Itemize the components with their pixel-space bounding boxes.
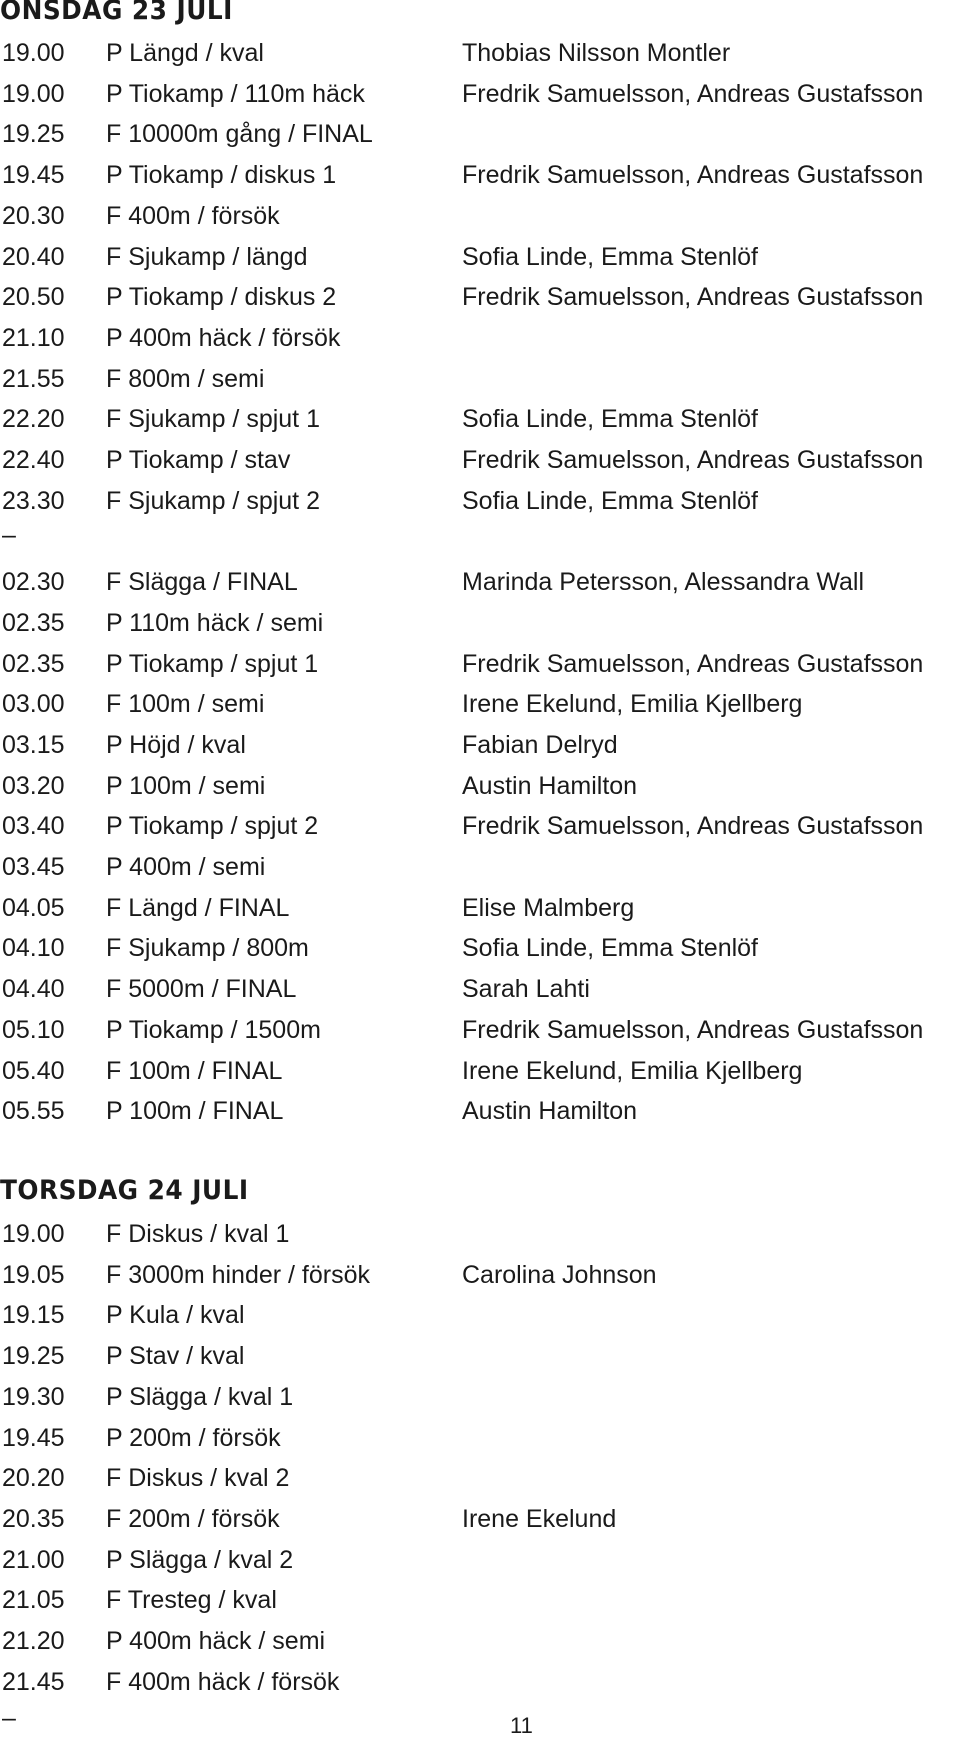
event-time: 19.00 <box>2 1220 65 1248</box>
event-time: 21.00 <box>2 1546 65 1574</box>
event-name: P 400m / semi <box>106 853 266 881</box>
event-name: P 400m häck / försök <box>106 324 341 352</box>
athlete-names: Sofia Linde, Emma Stenlöf <box>462 243 758 271</box>
event-time: 22.20 <box>2 405 65 433</box>
time-separator: – <box>2 521 16 549</box>
event-time: 05.40 <box>2 1057 65 1085</box>
athlete-names: Fredrik Samuelsson, Andreas Gustafsson <box>462 283 924 311</box>
event-time: 19.00 <box>2 39 65 67</box>
event-name: P 200m / försök <box>106 1424 281 1452</box>
event-name: F 400m häck / försök <box>106 1668 340 1696</box>
schedule-row <box>0 1621 960 1661</box>
time-separator: – <box>2 1704 16 1732</box>
athlete-names: Fredrik Samuelsson, Andreas Gustafsson <box>462 80 924 108</box>
schedule-row <box>0 440 960 480</box>
schedule-row <box>0 237 960 277</box>
event-name: F Sjukamp / längd <box>106 243 308 271</box>
event-time: 20.40 <box>2 243 65 271</box>
event-time: 21.10 <box>2 324 65 352</box>
event-time: 19.25 <box>2 1342 65 1370</box>
event-name: P Tiokamp / spjut 1 <box>106 650 319 678</box>
event-time: 03.00 <box>2 690 65 718</box>
event-name: P Tiokamp / 1500m <box>106 1016 321 1044</box>
schedule-row <box>0 196 960 236</box>
athlete-names: Austin Hamilton <box>462 1097 638 1125</box>
event-time: 19.15 <box>2 1301 65 1329</box>
event-time: 02.35 <box>2 609 65 637</box>
event-name: F 10000m gång / FINAL <box>106 120 373 148</box>
schedule-row <box>0 399 960 439</box>
event-name: F Tresteg / kval <box>106 1586 277 1614</box>
athlete-names: Fredrik Samuelsson, Andreas Gustafsson <box>462 1016 924 1044</box>
day-heading: ONSDAG 23 JULI <box>0 0 233 26</box>
event-time: 03.45 <box>2 853 65 881</box>
event-name: P Kula / kval <box>106 1301 245 1329</box>
event-time: 03.15 <box>2 731 65 759</box>
event-time: 21.05 <box>2 1586 65 1614</box>
athlete-names: Sofia Linde, Emma Stenlöf <box>462 487 758 515</box>
event-time: 02.30 <box>2 568 65 596</box>
schedule-row <box>0 562 960 602</box>
event-time: 04.40 <box>2 975 65 1003</box>
schedule-row <box>0 1377 960 1417</box>
schedule-row <box>0 1295 960 1335</box>
athlete-names: Sofia Linde, Emma Stenlöf <box>462 405 758 433</box>
schedule-row <box>0 359 960 399</box>
schedule-row <box>0 155 960 195</box>
schedule-row <box>0 114 960 154</box>
event-time: 19.45 <box>2 161 65 189</box>
schedule-row <box>0 74 960 114</box>
schedule-row <box>0 1091 960 1131</box>
event-time: 23.30 <box>2 487 65 515</box>
athlete-names: Fredrik Samuelsson, Andreas Gustafsson <box>462 161 924 189</box>
schedule-row <box>0 318 960 358</box>
schedule-row <box>0 725 960 765</box>
event-time: 22.40 <box>2 446 65 474</box>
athlete-names: Irene Ekelund <box>462 1505 617 1533</box>
schedule-row <box>0 277 960 317</box>
schedule-row <box>0 1051 960 1091</box>
schedule-row <box>0 847 960 887</box>
event-name: P Slägga / kval 2 <box>106 1546 294 1574</box>
event-time: 19.45 <box>2 1424 65 1452</box>
schedule-row <box>0 1662 960 1702</box>
event-time: 19.05 <box>2 1261 65 1289</box>
schedule-row <box>0 1499 960 1539</box>
event-name: P Tiokamp / diskus 1 <box>106 161 337 189</box>
event-time: 20.35 <box>2 1505 65 1533</box>
event-name: F Längd / FINAL <box>106 894 290 922</box>
page-number: 11 <box>510 1713 533 1738</box>
schedule-row <box>0 1336 960 1376</box>
day-heading: TORSDAG 24 JULI <box>0 1175 249 1206</box>
athlete-names: Fabian Delryd <box>462 731 618 759</box>
event-time: 19.00 <box>2 80 65 108</box>
event-time: 21.20 <box>2 1627 65 1655</box>
event-time: 20.20 <box>2 1464 65 1492</box>
event-time: 19.30 <box>2 1383 65 1411</box>
event-name: F Diskus / kval 1 <box>106 1220 290 1248</box>
schedule-row <box>0 1418 960 1458</box>
event-time: 03.20 <box>2 772 65 800</box>
schedule-row <box>0 1010 960 1050</box>
schedule-row <box>0 1214 960 1254</box>
event-name: P Tiokamp / 110m häck <box>106 80 365 108</box>
athlete-names: Irene Ekelund, Emilia Kjellberg <box>462 1057 803 1085</box>
athlete-names: Marinda Petersson, Alessandra Wall <box>462 568 865 596</box>
schedule-row <box>0 806 960 846</box>
event-name: P Stav / kval <box>106 1342 245 1370</box>
athlete-names: Fredrik Samuelsson, Andreas Gustafsson <box>462 650 924 678</box>
event-name: F 800m / semi <box>106 365 265 393</box>
event-time: 21.55 <box>2 365 65 393</box>
event-name: P Höjd / kval <box>106 731 246 759</box>
schedule-row <box>0 969 960 1009</box>
athlete-names: Carolina Johnson <box>462 1261 657 1289</box>
event-name: F 3000m hinder / försök <box>106 1261 371 1289</box>
event-time: 04.10 <box>2 934 65 962</box>
schedule-row <box>0 33 960 73</box>
event-name: P Tiokamp / spjut 2 <box>106 812 319 840</box>
athlete-names: Sarah Lahti <box>462 975 590 1003</box>
event-name: P Tiokamp / stav <box>106 446 291 474</box>
event-name: F Sjukamp / spjut 2 <box>106 487 320 515</box>
schedule-row <box>0 1458 960 1498</box>
athlete-names: Fredrik Samuelsson, Andreas Gustafsson <box>462 812 924 840</box>
schedule-row <box>0 603 960 643</box>
event-name: F Diskus / kval 2 <box>106 1464 290 1492</box>
event-time: 19.25 <box>2 120 65 148</box>
schedule-row <box>0 1255 960 1295</box>
schedule-row <box>0 684 960 724</box>
schedule-row <box>0 644 960 684</box>
event-name: F 5000m / FINAL <box>106 975 297 1003</box>
athlete-names: Austin Hamilton <box>462 772 638 800</box>
event-name: F Sjukamp / 800m <box>106 934 309 962</box>
event-name: P Slägga / kval 1 <box>106 1383 294 1411</box>
event-name: F Sjukamp / spjut 1 <box>106 405 320 433</box>
event-name: P 100m / semi <box>106 772 266 800</box>
event-name: F 100m / semi <box>106 690 265 718</box>
event-name: P 110m häck / semi <box>106 609 324 637</box>
event-time: 03.40 <box>2 812 65 840</box>
event-time: 21.45 <box>2 1668 65 1696</box>
event-time: 05.55 <box>2 1097 65 1125</box>
event-time: 02.35 <box>2 650 65 678</box>
schedule-row <box>0 928 960 968</box>
event-name: F 400m / försök <box>106 202 280 230</box>
event-name: F Slägga / FINAL <box>106 568 298 596</box>
schedule-row <box>0 1540 960 1580</box>
schedule-row <box>0 1580 960 1620</box>
athlete-names: Sofia Linde, Emma Stenlöf <box>462 934 758 962</box>
event-time: 20.30 <box>2 202 65 230</box>
event-time: 04.05 <box>2 894 65 922</box>
event-name: F 200m / försök <box>106 1505 280 1533</box>
event-time: 05.10 <box>2 1016 65 1044</box>
schedule-row <box>0 888 960 928</box>
event-name: P Längd / kval <box>106 39 264 67</box>
athlete-names: Thobias Nilsson Montler <box>462 39 731 67</box>
schedule-row <box>0 481 960 521</box>
event-name: P 400m häck / semi <box>106 1627 326 1655</box>
event-name: P 100m / FINAL <box>106 1097 284 1125</box>
athlete-names: Fredrik Samuelsson, Andreas Gustafsson <box>462 446 924 474</box>
schedule-row <box>0 766 960 806</box>
event-name: P Tiokamp / diskus 2 <box>106 283 337 311</box>
event-time: 20.50 <box>2 283 65 311</box>
athlete-names: Elise Malmberg <box>462 894 635 922</box>
athlete-names: Irene Ekelund, Emilia Kjellberg <box>462 690 803 718</box>
event-name: F 100m / FINAL <box>106 1057 283 1085</box>
